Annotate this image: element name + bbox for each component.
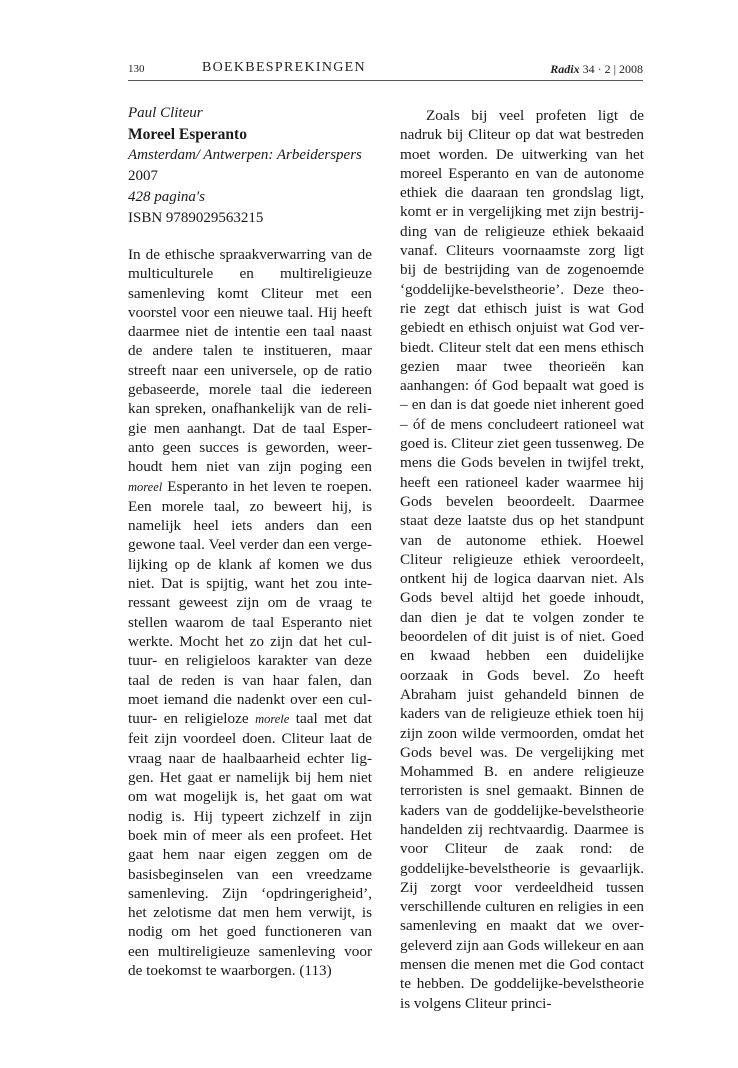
book-author: Paul Cliteur (128, 105, 203, 121)
review-paragraph-2: Zoals bij veel profeten ligt de nadruk bij Cliteur op dat wat bestreden moet worden. De uitwerking van het moreel Esperanto en van de autonome ethiek die daaraan ten grondslag ligt, komt er in vergelijking met zijn bestrijding van de religieuze ethiek bekaaid vanaf. Cliteurs voornaamste zorg ligt bij de bestrijding van de zogenoemde ‘goddelijke-bevelstheorie’. Deze theorie zegt dat ethisch juist is wat God gebiedt en ethisch onjuist wat God verbiedt. Cliteur stelt dat een mens ethisch gezien maar twee theorieën kan aanhangen: óf God bepaalt wat goed is – en dan is dat goede niet inherent goed – óf de mens concludeert rationeel wat goed is. Cliteur ziet geen tussenweg. De mens die Gods bevelen in twijfel trekt, heeft een rationeel kader waarmee hij Gods bevelen beoordeelt. Daarmee staat deze laatste dus op het standpunt van de autonome ethiek. Hoewel Cliteur religieuze ethiek veroordeelt, ontkent hij de logica daarvan niet. Als Gods bevel altijd het goede inhoudt, dan dien je dat te volgen zonder te beoordelen of dit juist is of niet. Goed en kwaad hebben een duidelijke oorzaak in Gods bevel. Zo heeft Abraham juist gehandeld binnen de kaders van de religieuze ethiek toen hij zijn zoon wilde vermoorden, omdat het Gods bevel was. De vergelijking met Mohammed B. en andere religieuze terroristen is snel gemaakt. Binnen de kaders van de goddelijke-bevelstheorie handelden zij rechtvaardig. Daarmee is voor Cliteur de zaak rond: de goddelijke-bevelstheorie is gevaarlijk. Zij zorgt voor verdeeldheid tussen verschillende culturen en religies in een samenleving en maakt dat we overgeleverd zijn aan Gods willekeur en aan mensen die menen met die God contact te hebben. De goddelijke-bevelstheorie is volgens Cliteur princi- (400, 107, 644, 1012)
review-paragraph-1 (128, 245, 372, 980)
paragraph-text: In de ethische spraakverwarring van de multiculturele en multireligieuze samenleving komt Cliteur met een voorstel voor een nieuwe taal. Hij heeft daarmee niet de intentie een taal naast de andere talen te institueren, maar streeft naar een universele, op de ratio gebaseerde, morele taal die iedereen kan spreken, onafhankelijk van de religie men aanhangt. Dat de taal Esperanto geen succes is geworden, weerhoudt hem niet van zijn poging een (128, 246, 372, 476)
book-pages: 428 pagina's (128, 189, 205, 205)
book-metadata (128, 103, 372, 229)
running-header (128, 60, 643, 81)
journal-reference (550, 62, 643, 77)
book-year: 2007 (128, 168, 158, 184)
emphasis-text: moreel (128, 479, 163, 494)
page-number: 130 (128, 63, 145, 75)
book-isbn: ISBN 9789029563215 (128, 210, 264, 226)
paragraph-text: Esperanto in het leven te roepen. Een morele taal, zo beweert hij, is namelijk heel iets anders dan een gewone taal. Veel verder dan een vergelijking op de klank af komen we dus niet. Dat is spijtig, want het zou interessant geweest zijn om de vraag te stellen waarom de taal Esperanto niet werkte. Mocht het zo zijn dat het cultuur- en religieloos karakter van deze taal de reden is van haar falen, dan moet iemand die nadenkt over een cultuur- en religieloze (128, 477, 372, 728)
book-title: Moreel Esperanto (128, 126, 247, 143)
emphasis-text: morele (255, 712, 290, 727)
book-publisher: Amsterdam/ Antwerpen: Arbeiderspers (128, 147, 362, 163)
journal-issue: 34 · 2 | 2008 (582, 62, 643, 76)
paragraph-text: taal met dat feit zijn voordeel doen. Cliteur laat de vraag naar de haalbaarheid echter liggen. Het gaat er namelijk bij hem niet om wat mogelijk is, het gaat om wat nodig is. Hij typeert zichzelf in zijn boek min of meer als een profeet. Het gaat hem naar eigen zeggen om de basisbeginselen van een vreedzame samenleving. Zijn ‘opdringerigheid’, het zelotisme dat men hem verwijt, is nodig om het goed functioneren van een multireligieuze samenleving voor de toekomst te waarborgen. (113) (128, 710, 373, 979)
journal-name: Radix (550, 62, 580, 76)
section-title: BOEKBESPREKINGEN (202, 60, 366, 75)
right-column (400, 106, 644, 1013)
left-column (128, 103, 372, 980)
